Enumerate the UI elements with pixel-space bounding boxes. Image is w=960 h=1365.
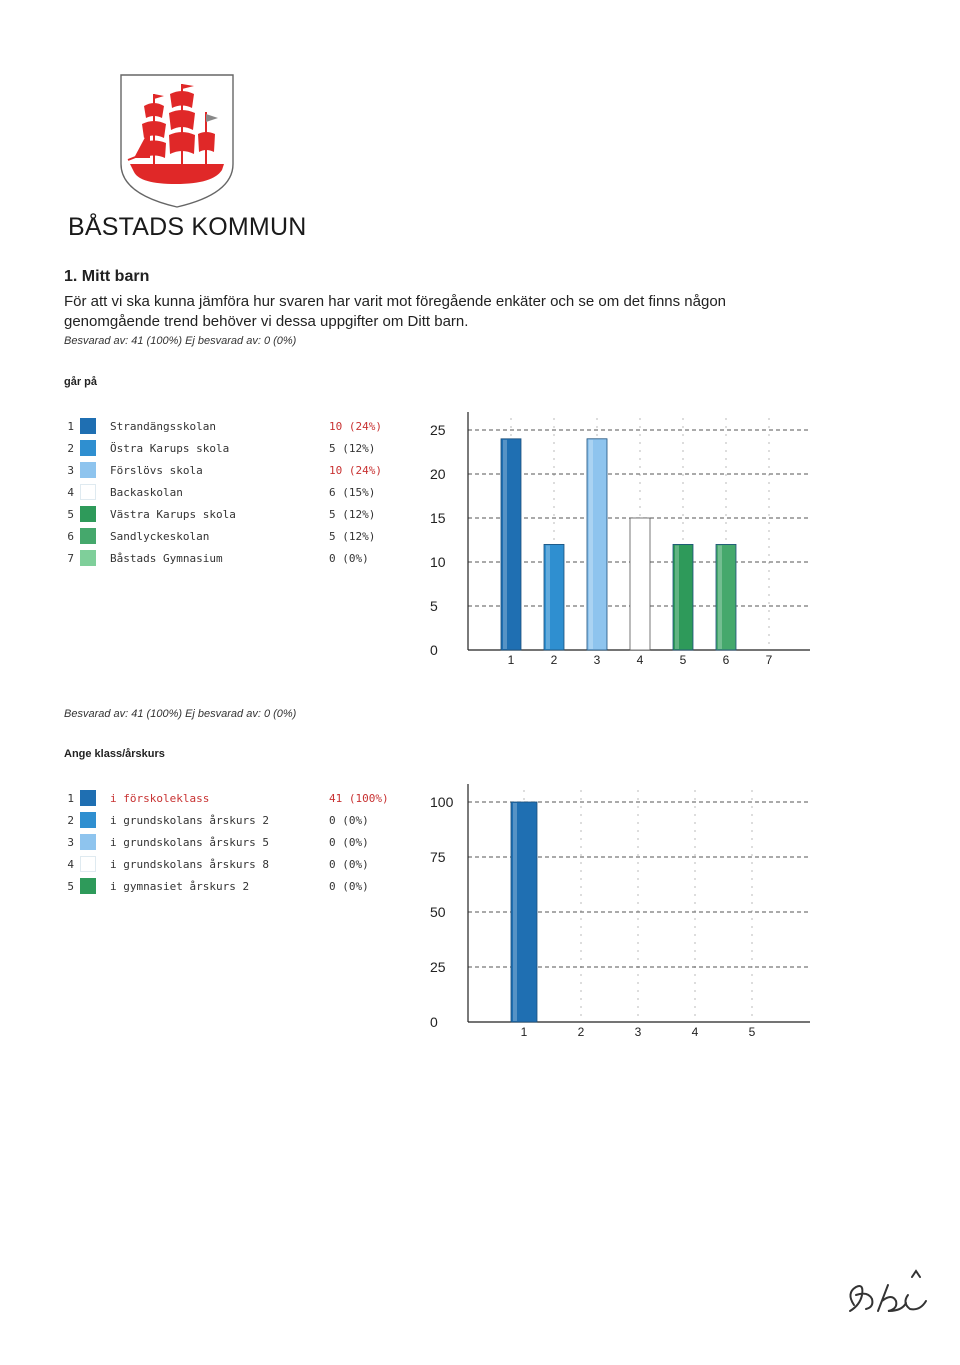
legend-item (64, 462, 424, 480)
legend-class (64, 790, 424, 910)
legend-item (64, 834, 424, 852)
legend-item-value: 41 (100%) (329, 792, 389, 805)
legend-item (64, 856, 424, 874)
org-name: BÅSTADS KOMMUN (68, 213, 307, 241)
legend-item-label: Östra Karups skola (110, 442, 230, 455)
legend-swatch (80, 790, 96, 806)
legend-item (64, 812, 424, 830)
legend-item (64, 790, 424, 808)
bar (630, 518, 650, 650)
legend-swatch (80, 878, 96, 894)
x-tick-label: 2 (550, 653, 558, 667)
legend-item-value: 10 (24%) (329, 464, 382, 477)
legend-item-label: i grundskolans årskurs 2 (110, 814, 269, 827)
bar-highlight (546, 545, 550, 649)
legend-item-value: 0 (0%) (329, 858, 369, 871)
section-description: För att vi ska kunna jämföra hur svaren har varit mot föregående enkäter och se om det finns någon genomgående trend behöver vi dessa uppgifter om Ditt barn. (64, 293, 727, 330)
legend-swatch (80, 418, 96, 434)
y-tick-label: 100 (430, 794, 454, 810)
y-tick-label: 20 (430, 466, 446, 482)
handwritten-signature (842, 1265, 937, 1330)
legend-item-label: i gymnasiet årskurs 2 (110, 880, 250, 893)
answered-summary: Besvarad av: 41 (100%) Ej besvarad av: 0 (0%) (64, 708, 297, 720)
legend-item-label: Strandängsskolan (110, 420, 216, 433)
y-tick-label: 25 (430, 422, 446, 438)
legend-item-label: i grundskolans årskurs 8 (110, 858, 269, 871)
legend-item-number: 1 (67, 792, 74, 805)
legend-item-value: 0 (0%) (329, 814, 369, 827)
bar-highlight (513, 803, 517, 1021)
legend-item-number: 3 (67, 836, 74, 849)
legend-item-number: 2 (67, 814, 74, 827)
legend-item (64, 878, 424, 896)
legend-swatch (80, 812, 96, 828)
legend-item (64, 528, 424, 546)
x-tick-label: 5 (679, 653, 687, 667)
x-tick-label: 3 (634, 1025, 642, 1039)
legend-item-number: 1 (67, 420, 74, 433)
legend-item-number: 4 (67, 858, 74, 871)
y-tick-label: 50 (430, 904, 446, 920)
legend-item-value: 6 (15%) (329, 486, 376, 499)
legend-item-number: 2 (67, 442, 74, 455)
legend-item (64, 484, 424, 502)
x-tick-label: 6 (722, 653, 730, 667)
legend-swatch (80, 856, 96, 872)
bar-chart-school (420, 410, 820, 680)
legend-item-value: 5 (12%) (329, 508, 376, 521)
y-tick-label: 75 (430, 849, 446, 865)
legend-item-label: Västra Karups skola (110, 508, 236, 521)
legend-item-number: 7 (67, 552, 74, 565)
legend-item (64, 440, 424, 458)
legend-item (64, 418, 424, 436)
legend-item-number: 5 (67, 508, 74, 521)
legend-item-value: 0 (0%) (329, 880, 369, 893)
legend-item-label: i förskoleklass (110, 792, 210, 805)
x-tick-label: 3 (593, 653, 601, 667)
legend-swatch (80, 550, 96, 566)
answered-summary: Besvarad av: 41 (100%) Ej besvarad av: 0 (0%) (64, 335, 297, 347)
y-tick-label: 0 (430, 642, 438, 658)
y-tick-label: 15 (430, 510, 446, 526)
legend-item-value: 0 (0%) (329, 836, 369, 849)
bar-highlight (718, 545, 722, 649)
legend-item-value: 0 (0%) (329, 552, 369, 565)
legend-swatch (80, 440, 96, 456)
y-tick-label: 25 (430, 959, 446, 975)
legend-item-number: 3 (67, 464, 74, 477)
legend-swatch (80, 462, 96, 478)
legend-swatch (80, 834, 96, 850)
legend-item-label: i grundskolans årskurs 5 (110, 836, 269, 849)
legend-school (64, 418, 424, 578)
x-tick-label: 1 (520, 1025, 528, 1039)
legend-item-number: 5 (67, 880, 74, 893)
legend-item (64, 506, 424, 524)
legend-item-label: Båstads Gymnasium (110, 552, 223, 565)
legend-item-label: Sandlyckeskolan (110, 530, 210, 543)
bar-highlight (503, 440, 507, 649)
x-tick-label: 4 (636, 653, 644, 667)
section-title: 1. Mitt barn (64, 268, 150, 285)
y-tick-label: 5 (430, 598, 438, 614)
legend-swatch (80, 528, 96, 544)
legend-item-label: Backaskolan (110, 486, 183, 499)
legend-item-value: 10 (24%) (329, 420, 382, 433)
x-tick-label: 2 (577, 1025, 585, 1039)
legend-swatch (80, 484, 96, 500)
y-tick-label: 0 (430, 1014, 438, 1030)
bar-chart-class (420, 782, 820, 1042)
x-tick-label: 5 (748, 1025, 756, 1039)
legend-item-value: 5 (12%) (329, 442, 376, 455)
y-tick-label: 10 (430, 554, 446, 570)
question-title-class: Ange klass/årskurs (64, 748, 165, 760)
legend-item (64, 550, 424, 568)
bar-highlight (589, 440, 593, 649)
legend-item-number: 4 (67, 486, 74, 499)
legend-item-number: 6 (67, 530, 74, 543)
question-title-school: går på (64, 376, 98, 388)
x-tick-label: 7 (765, 653, 773, 667)
legend-item-label: Förslövs skola (110, 464, 203, 477)
bar-highlight (675, 545, 679, 649)
x-tick-label: 1 (507, 653, 515, 667)
legend-swatch (80, 506, 96, 522)
coat-of-arms-logo (118, 72, 236, 210)
x-tick-label: 4 (691, 1025, 699, 1039)
legend-item-value: 5 (12%) (329, 530, 376, 543)
